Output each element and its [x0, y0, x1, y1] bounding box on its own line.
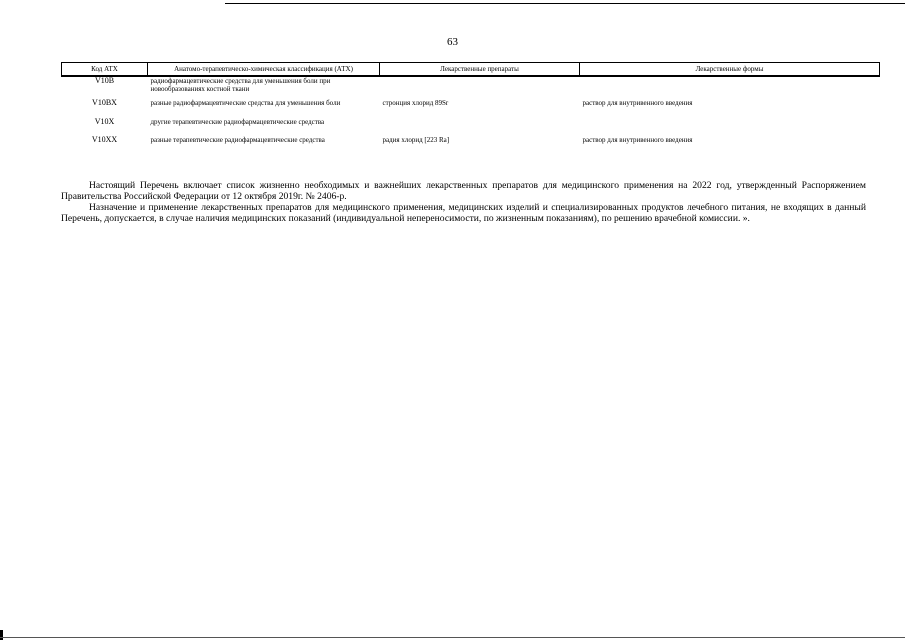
- table-row: [62, 99, 880, 118]
- page-number: 63: [447, 36, 458, 48]
- header-atx-code: Код АТХ: [62, 63, 148, 77]
- table-row: [62, 136, 880, 148]
- atx-code: V10XX: [91, 135, 118, 144]
- atx-classification: разные радиофармацевтические средства для уменьшения боли: [150, 99, 341, 107]
- atx-classification: радиофармацевтические средства для уменьшения боли при новообразованиях костной ткани: [150, 77, 331, 93]
- header-drugs: Лекарственные препараты: [380, 63, 580, 77]
- bottom-rule: [0, 637, 905, 638]
- table-row: [62, 118, 880, 136]
- drug-name: радия хлорид [223 Ra]: [382, 136, 450, 144]
- table-row: [62, 76, 880, 99]
- dosage-form: [580, 76, 880, 99]
- header-dosage-forms: Лекарственные формы: [580, 63, 880, 77]
- atx-classification: разные терапевтические радиофармацевтические средства: [150, 136, 325, 144]
- note-paragraph: Настоящий Перечень включает список жизненно необходимых и важнейших лекарственных препаратов для медицинского применения на 2022 год, утвержденный Распоряжением Правительства Российской Федерации от 12 октября 2019г. № 2406-р.: [61, 180, 866, 202]
- drug-name: стронция хлорид 89Sr: [382, 99, 449, 107]
- drug-name: [380, 76, 580, 99]
- atx-classification: другие терапевтические радиофармацевтические средства: [150, 118, 325, 126]
- scan-edge-mark: [0, 630, 3, 640]
- note-paragraph: Назначение и применение лекарственных препаратов для медицинского применения, медицинских изделий и специализированных продуктов лечебного питания, не входящих в данный Перечень, допускается, в случае наличия медицинских показаний (индивидуальной непереносимости, по жизненным показаниям), по решению врачебной комиссии. ».: [61, 202, 866, 224]
- drug-name: [380, 118, 580, 136]
- dosage-form: раствор для внутривенного введения: [582, 99, 693, 107]
- dosage-form: [580, 118, 880, 136]
- header-classification: Анатомо-терапевтическо-химическая классификация (АТХ): [148, 63, 380, 77]
- top-rule: [225, 3, 905, 4]
- atx-code: V10X: [94, 117, 115, 126]
- atx-code: V10B: [94, 76, 115, 85]
- dosage-form: раствор для внутривенного введения: [582, 136, 693, 144]
- table-header-row: [62, 63, 880, 77]
- atx-table: [61, 62, 880, 148]
- atx-code: V10BX: [92, 98, 117, 107]
- closing-note: [61, 180, 866, 224]
